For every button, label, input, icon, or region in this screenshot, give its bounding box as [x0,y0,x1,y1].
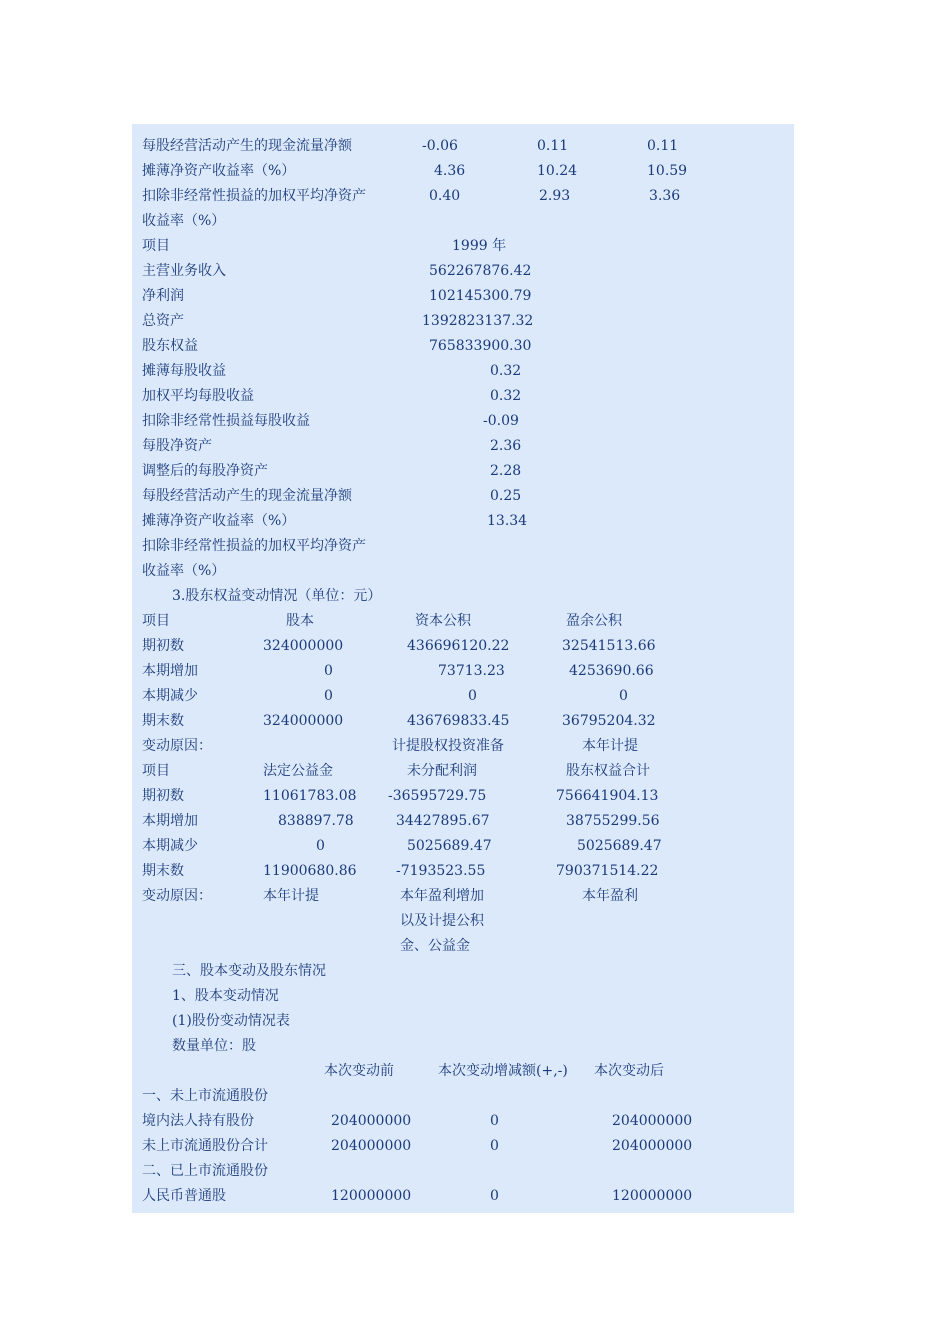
reason-continuation [132,934,794,958]
row-label: 本期增加 [142,663,198,679]
table-header [132,1059,794,1083]
section-heading [132,959,794,983]
value-cell: 0 [490,1188,499,1204]
row-label: 摊薄每股收益 [142,363,226,379]
value-cell: 0 [324,663,333,679]
value-cell: 204000000 [331,1138,412,1154]
row-label: 摊薄净资产收益率（%） [142,513,296,529]
value-cell: 34427895.67 [396,813,490,829]
column-header: 项目 [142,238,170,254]
table-header [132,609,794,633]
value-cell: 562267876.42 [429,263,532,279]
value-cell: 838897.78 [278,813,354,829]
section-title [132,584,794,608]
value-cell: -7193523.55 [396,863,486,879]
row-label: 每股经营活动产生的现金流量净额 [142,488,352,504]
table-row [132,1159,794,1183]
table-row [132,309,794,333]
table-row [132,434,794,458]
value-cell: 0 [316,838,325,854]
reason-continuation [132,909,794,933]
table-row [132,1084,794,1108]
share-changes-heading: 三、股本变动及股东情况 [172,963,326,979]
table-row [132,809,794,833]
share-changes-sub2: (1)股份变动情况表 [172,1013,290,1029]
row-label: 每股经营活动产生的现金流量净额 [142,138,352,154]
table-row [132,834,794,858]
table-row [132,1184,794,1208]
table-row [132,659,794,683]
column-header: 项目 [142,763,170,779]
value-cell: 以及计提公积 [400,913,484,929]
value-cell: 本年计提 [582,738,638,754]
row-label: 加权平均每股收益 [142,388,254,404]
row-label: 期初数 [142,788,184,804]
value-cell: 11061783.08 [263,788,357,804]
value-cell: 5025689.47 [407,838,492,854]
value-cell: 金、公益金 [400,938,470,954]
row-label: 境内法人持有股份 [142,1113,254,1129]
value-cell: 324000000 [263,638,344,654]
value-cell: 13.34 [487,513,528,529]
value-cell: 790371514.22 [556,863,659,879]
value-cell: 32541513.66 [562,638,656,654]
table-header [132,234,794,258]
unit-line [132,1034,794,1058]
row-label: 二、已上市流通股份 [142,1163,268,1179]
value-cell: 本年盈利增加 [400,888,484,904]
table-row [132,284,794,308]
table-row [132,684,794,708]
value-cell: 0 [619,688,628,704]
subheading [132,1009,794,1033]
column-header: 项目 [142,613,170,629]
value-cell: 73713.23 [438,663,505,679]
row-label: 本期增加 [142,813,198,829]
column-header: 股东权益合计 [566,763,650,779]
value-cell: 0 [490,1138,499,1154]
value-cell: 0.11 [647,138,679,154]
value-cell: 11900680.86 [263,863,357,879]
table-row [132,709,794,733]
value-cell: 本年盈利 [582,888,638,904]
row-label: 变动原因： [142,888,212,904]
table-row [132,384,794,408]
value-cell: -0.06 [422,138,458,154]
column-header: 未分配利润 [407,763,477,779]
value-cell: 765833900.30 [429,338,532,354]
table-row [132,409,794,433]
row-label: 收益率（%） [142,213,226,229]
value-cell: 4.36 [434,163,466,179]
table-row [132,634,794,658]
value-cell: 0 [324,688,333,704]
value-cell: 5025689.47 [577,838,662,854]
row-label: 每股净资产 [142,438,212,454]
table-row [132,534,794,558]
row-label: 本期减少 [142,688,198,704]
column-header: 股本 [286,613,314,629]
equity-changes-title: 3.股东权益变动情况（单位：元） [172,588,382,604]
row-label: 主营业务收入 [142,263,226,279]
unit-label: 数量单位：股 [172,1038,256,1054]
value-cell: 2.36 [490,438,522,454]
value-cell: 10.59 [647,163,688,179]
row-label: 股东权益 [142,338,198,354]
row-label: 摊薄净资产收益率（%） [142,163,296,179]
value-cell: -0.09 [483,413,519,429]
column-header: 本次变动后 [594,1063,664,1079]
indicator-row [132,134,794,158]
table-row [132,1109,794,1133]
subheading [132,984,794,1008]
share-changes-sub1: 1、股本变动情况 [172,988,279,1004]
table-row [132,359,794,383]
value-cell: 756641904.13 [556,788,659,804]
value-cell: 36795204.32 [562,713,656,729]
table-row [132,334,794,358]
value-cell: 120000000 [331,1188,412,1204]
table-row [132,259,794,283]
value-cell: 4253690.66 [569,663,654,679]
value-cell: 0.25 [490,488,522,504]
row-label: 总资产 [142,313,184,329]
value-cell: 204000000 [331,1113,412,1129]
value-cell: 436696120.22 [407,638,510,654]
row-label: 扣除非经常性损益每股收益 [142,413,310,429]
table-row-wrap [132,559,794,583]
value-cell: 0.32 [490,388,522,404]
column-header: 本次变动前 [324,1063,394,1079]
indicator-row [132,159,794,183]
value-cell: 1392823137.32 [422,313,534,329]
column-header: 法定公益金 [263,763,333,779]
indicator-row [132,184,794,208]
value-cell: 0 [490,1113,499,1129]
row-label: 一、未上市流通股份 [142,1088,268,1104]
row-label: 期末数 [142,713,184,729]
value-cell: 204000000 [612,1138,693,1154]
value-cell: 计提股权投资准备 [392,738,504,754]
table-row [132,734,794,758]
value-cell: 本年计提 [263,888,319,904]
value-cell: 2.28 [490,463,522,479]
value-cell: 204000000 [612,1113,693,1129]
value-cell: 324000000 [263,713,344,729]
row-label: 扣除非经常性损益的加权平均净资产 [142,538,366,554]
row-label: 本期减少 [142,838,198,854]
table-row [132,509,794,533]
row-label: 未上市流通股份合计 [142,1138,268,1154]
value-cell: 0.40 [429,188,461,204]
table-row [132,484,794,508]
table-row [132,859,794,883]
value-cell: 2.93 [539,188,571,204]
column-header: 资本公积 [415,613,471,629]
column-header: 盈余公积 [566,613,622,629]
column-header: 本次变动增减额(+,-) [438,1063,568,1079]
row-label: 调整后的每股净资产 [142,463,268,479]
table-row [132,459,794,483]
value-cell: 436769833.45 [407,713,510,729]
value-cell: 0.11 [537,138,569,154]
value-cell: 3.36 [649,188,681,204]
value-cell: 102145300.79 [429,288,532,304]
table-row [132,784,794,808]
table-row [132,1134,794,1158]
value-cell: 0.32 [490,363,522,379]
value-cell: 38755299.56 [566,813,660,829]
row-label: 扣除非经常性损益的加权平均净资产 [142,188,366,204]
value-cell: -36595729.75 [388,788,487,804]
row-label: 期末数 [142,863,184,879]
indicator-row-wrap [132,209,794,233]
row-label: 净利润 [142,288,184,304]
table-header [132,759,794,783]
row-label: 人民币普通股 [142,1188,226,1204]
document-panel [132,124,794,1213]
row-label: 变动原因： [142,738,212,754]
value-cell: 10.24 [537,163,578,179]
value-cell: 120000000 [612,1188,693,1204]
value-cell: 0 [468,688,477,704]
row-label: 期初数 [142,638,184,654]
row-label: 收益率（%） [142,563,226,579]
table-row [132,884,794,908]
column-header: 1999 年 [452,238,507,254]
